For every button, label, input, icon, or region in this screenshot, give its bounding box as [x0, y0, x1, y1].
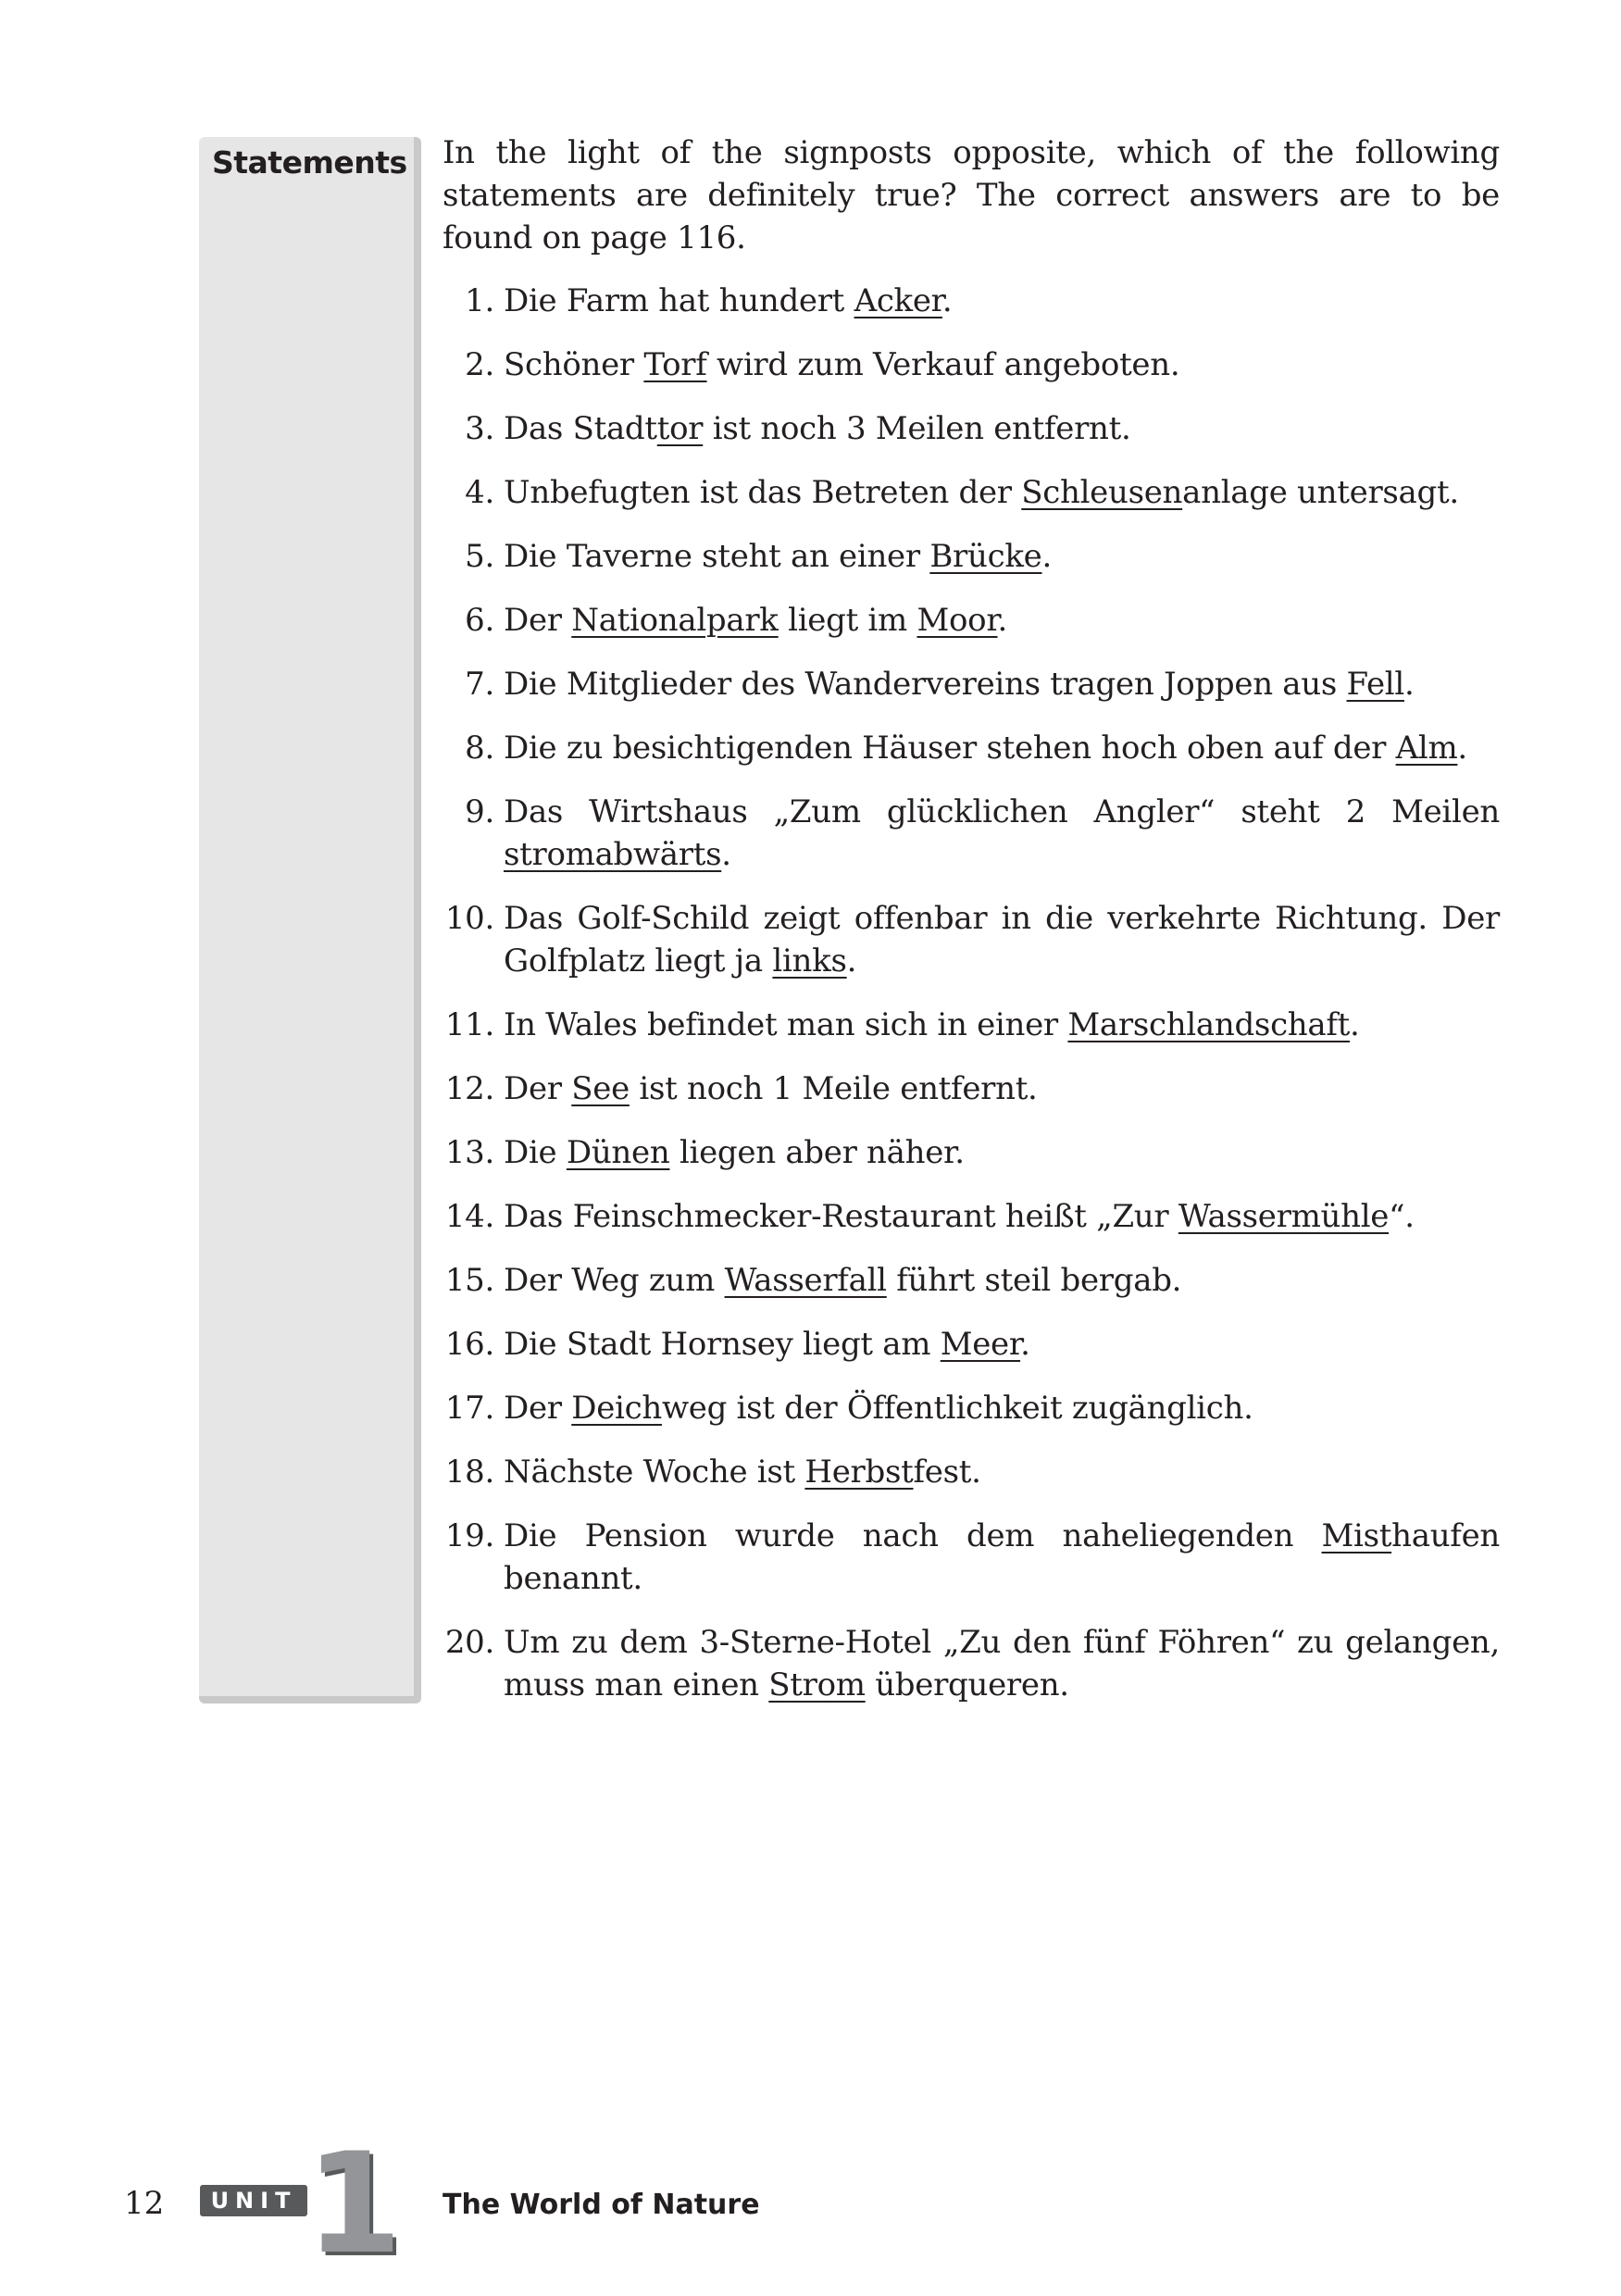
statement-number: 20.	[444, 1624, 494, 1661]
statement-text: anlage untersagt.	[1182, 474, 1459, 511]
underlined-word: Brücke	[929, 538, 1042, 575]
statement-text: Die	[504, 1134, 567, 1171]
statement-text: “.	[1389, 1198, 1415, 1235]
statement-number: 16.	[444, 1326, 494, 1363]
statement-text: .	[846, 942, 857, 980]
statement-item	[443, 1515, 1500, 1600]
statement-number: 6.	[465, 602, 494, 639]
underlined-word: Schleusen	[1021, 474, 1183, 511]
underlined-word: links	[772, 942, 847, 980]
underlined-word: Meer	[940, 1326, 1021, 1363]
underlined-word: See	[571, 1070, 630, 1107]
statement-number: 9.	[465, 793, 494, 830]
underlined-word: Moor	[916, 602, 998, 639]
statement-list	[443, 280, 1500, 1706]
underlined-word: tor	[656, 410, 704, 447]
statement-text: Das Feinschmecker-Restaurant heißt „Zur	[504, 1198, 1178, 1235]
statement-item	[443, 1067, 1500, 1110]
underlined-word: Acker	[854, 282, 942, 319]
statement-text: .	[997, 602, 1008, 639]
underlined-word: Deich	[571, 1390, 662, 1427]
statement-text: Die Farm hat hundert	[504, 282, 854, 319]
underlined-word: Nationalpark	[571, 602, 779, 639]
unit-label: UNIT	[200, 2185, 307, 2216]
statement-text: .	[1457, 730, 1467, 767]
statement-number: 13.	[444, 1134, 494, 1171]
statement-text: überqueren.	[865, 1666, 1069, 1703]
statement-text: .	[941, 282, 953, 319]
statement-text: Das Wirtshaus „Zum glücklichen Angler“ steht 2 Meilen	[504, 793, 1500, 830]
statement-text: ist noch 1 Meile entfernt.	[629, 1070, 1038, 1107]
statement-number: 4.	[465, 474, 494, 511]
statements-content	[443, 131, 1500, 1728]
statement-item	[443, 343, 1500, 386]
underlined-word: Fell	[1346, 666, 1404, 703]
statement-item	[443, 471, 1500, 514]
statement-number: 11.	[444, 1006, 494, 1043]
statement-number: 8.	[465, 730, 494, 767]
statement-item	[443, 280, 1500, 322]
statement-item	[443, 599, 1500, 642]
statement-text: .	[1020, 1326, 1030, 1363]
statement-text: .	[1041, 538, 1052, 575]
statement-text: Schöner	[504, 346, 644, 383]
sidebar-title: Statements	[212, 144, 407, 181]
statement-text: fest.	[913, 1454, 981, 1491]
statement-item	[443, 535, 1500, 578]
unit-number: 1	[305, 2124, 403, 2285]
statement-text: Der	[504, 1390, 572, 1427]
statement-item	[443, 1621, 1500, 1706]
statement-number: 5.	[465, 538, 494, 575]
underlined-word: Dünen	[566, 1134, 670, 1171]
statement-text: wird zum Verkauf angeboten.	[706, 346, 1180, 383]
statement-number: 17.	[444, 1390, 494, 1427]
statement-item	[443, 727, 1500, 769]
underlined-word: Herbst	[804, 1454, 914, 1491]
underlined-word: Torf	[643, 346, 707, 383]
intro-text: In the light of the signposts opposite, which of the following statements are definitely true? The correct answers are to be found on page 116.	[443, 134, 1500, 256]
statement-text: Die Pension wurde nach dem naheliegenden	[504, 1517, 1322, 1554]
statement-item	[443, 1195, 1500, 1238]
statement-text: Der	[504, 602, 572, 639]
statement-number: 2.	[465, 346, 494, 383]
statement-text: .	[1350, 1006, 1360, 1043]
statement-number: 10.	[444, 900, 494, 937]
statement-number: 1.	[465, 282, 494, 319]
statement-item	[443, 897, 1500, 982]
statement-text: Der	[504, 1070, 572, 1107]
statement-text: Um zu dem 3-Sterne-Hotel „Zu den fünf Föhren“ zu gelangen, muss man einen	[504, 1624, 1500, 1703]
statement-text: ist noch 3 Meilen entfernt.	[703, 410, 1131, 447]
statement-number: 12.	[444, 1070, 494, 1107]
underlined-word: Alm	[1395, 730, 1458, 767]
statement-text: liegen aber näher.	[669, 1134, 965, 1171]
statement-text: Die Stadt Hornsey liegt am	[504, 1326, 941, 1363]
statement-item	[443, 407, 1500, 450]
statement-item	[443, 1004, 1500, 1046]
statement-text: haufen benannt.	[504, 1517, 1500, 1597]
statement-text: .	[1403, 666, 1415, 703]
statement-text: Die Mitglieder des Wandervereins tragen Joppen aus	[504, 666, 1347, 703]
statement-text: .	[721, 836, 731, 873]
statement-text: liegt im	[778, 602, 917, 639]
statement-text: führt steil bergab.	[886, 1262, 1182, 1299]
statement-number: 19.	[444, 1517, 494, 1554]
statement-text: Der Weg zum	[504, 1262, 725, 1299]
statement-text: Unbefugten ist das Betreten der	[504, 474, 1022, 511]
underlined-word: Strom	[768, 1666, 866, 1703]
statement-item	[443, 1387, 1500, 1429]
statements-sidebar	[199, 137, 421, 1703]
statement-text: Nächste Woche ist	[504, 1454, 805, 1491]
statement-number: 14.	[444, 1198, 494, 1235]
statement-item	[443, 791, 1500, 876]
statement-item	[443, 1451, 1500, 1493]
page-number: 12	[124, 2185, 165, 2222]
statement-text: Das Stadt	[504, 410, 657, 447]
unit-title: The World of Nature	[443, 2189, 760, 2221]
statement-item	[443, 1131, 1500, 1174]
underlined-word: Wassermühle	[1178, 1198, 1390, 1235]
underlined-word: stromabwärts	[504, 836, 722, 873]
statement-text: Die zu besichtigenden Häuser stehen hoch oben auf der	[504, 730, 1396, 767]
statement-item	[443, 1323, 1500, 1366]
underlined-word: Mist	[1321, 1517, 1392, 1554]
statement-text: Die Taverne steht an einer	[504, 538, 930, 575]
statement-number: 3.	[465, 410, 494, 447]
statement-number: 18.	[444, 1454, 494, 1491]
statement-number: 7.	[465, 666, 494, 703]
statement-text: weg ist der Öffentlichkeit zugänglich.	[661, 1390, 1253, 1427]
statement-number: 15.	[444, 1262, 494, 1299]
statement-text: Das Golf-Schild zeigt offenbar in die verkehrte Richtung. Der Golfplatz liegt ja	[504, 900, 1500, 980]
underlined-word: Marschlandschaft	[1067, 1006, 1351, 1043]
statement-item	[443, 663, 1500, 705]
statement-text: In Wales befindet man sich in einer	[504, 1006, 1068, 1043]
underlined-word: Wasserfall	[724, 1262, 887, 1299]
statement-item	[443, 1259, 1500, 1302]
